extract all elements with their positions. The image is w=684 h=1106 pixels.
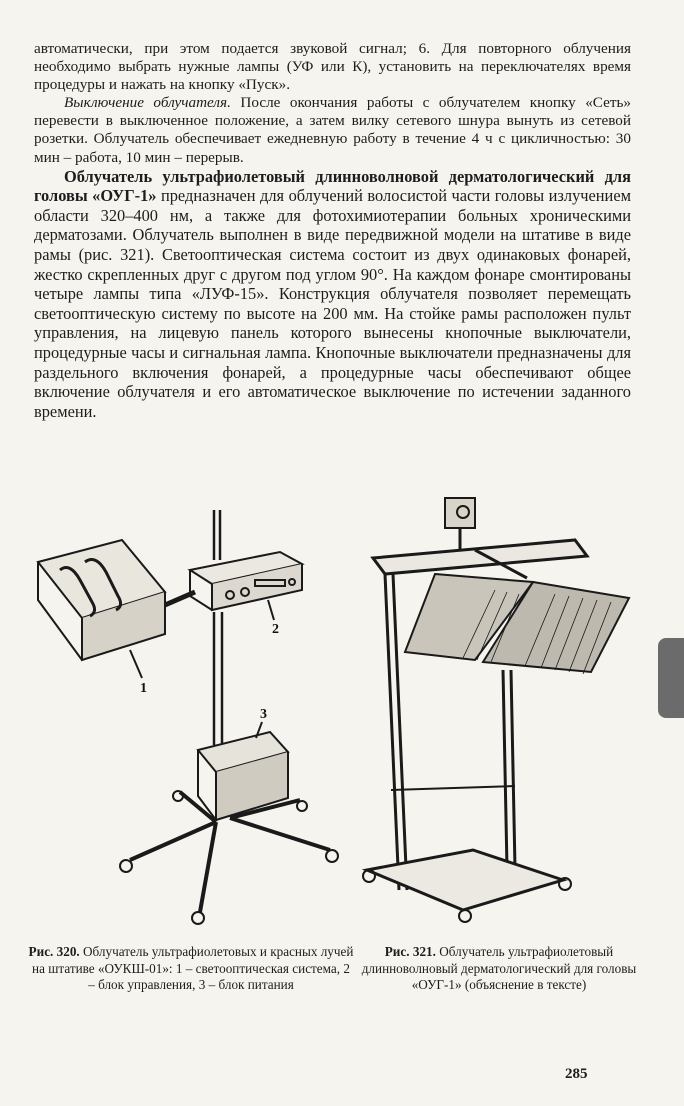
figure-320-label-3: 3	[260, 707, 267, 722]
figure-320-caption-label: Рис. 320.	[28, 944, 80, 959]
figure-320-illustration	[30, 500, 350, 930]
figure-320-caption-text: Облучатель ультрафиолетовых и красных лучей на штативе «ОУКШ-01»: 1 – светооптическая система, 2 – блок управления, 3 – блок питания	[32, 944, 354, 992]
paragraph-body-switch-off: После окончания работы с облучателем кнопку «Сеть» перевести в выключенное положение, а затем вилку сетевого шнура вынуть из сетевой розетки. Облучатель обеспечивает ежедневную работу в течение 4 ч с цикличностью: 30 мин – работа, 10 мин – перерыв.	[34, 94, 632, 166]
paragraph-heading-switch-off: Выключение облучателя.	[64, 94, 231, 112]
figure-320-label-2: 2	[272, 622, 279, 637]
figure-321-caption-label: Рис. 321.	[384, 944, 436, 959]
figure-321-caption	[360, 944, 638, 994]
figure-320-caption	[28, 944, 354, 994]
paragraph-body-oug1: предназначен для облучений волосистой части головы излучением области 320–400 нм, а также для фотохимиотерапии больных хроническими дерматозами. Облучатель выполнен в виде передвижной модели на штативе в виде рамы (рис. 321). Светооптическая система состоит из двух одинаковых фонарей, жестко скрепленных друг с другом под углом 90°. На каждом фонаре смонтированы четыре лампы типа «ЛУФ-15». Конструкция облучателя позволяет перемещать светооптическую систему по высоте на 200 мм. На стойке рамы расположен пульт управления, на лицевую панель которого вынесены кнопочные выключатели, процедурные часы и сигнальная лампа. Кнопочные выключатели предназначены для раздельного включения фонарей, а процедурные часы обеспечивают общее включение облучателя и его автоматическое выключение по истечении заданного времени.	[34, 186, 631, 421]
figure-320-label-1: 1	[140, 681, 147, 696]
page-number: 285	[565, 1066, 588, 1082]
thumb-index-tab	[658, 638, 684, 718]
figure-321-caption-text: Облучатель ультрафиолетовый длинноволновый дерматологический для головы «ОУГ-1» (объяснение в тексте)	[361, 944, 637, 992]
figure-321-illustration	[355, 490, 655, 930]
body-text	[34, 40, 631, 421]
paragraph-oug1	[34, 167, 631, 422]
paragraph-switch-off	[34, 94, 631, 166]
paragraph-heading-oug1: Облучатель ультрафиолетовый длинноволновой дерматологический для головы «ОУГ-1»	[34, 166, 631, 206]
paragraph-continuation: автоматически, при этом подается звуковой сигнал; 6. Для повторного облучения необходимо выбрать нужные лампы (УФ или К), установить на переключателях время процедуры и нажать на кнопку «Пуск».	[34, 40, 631, 94]
